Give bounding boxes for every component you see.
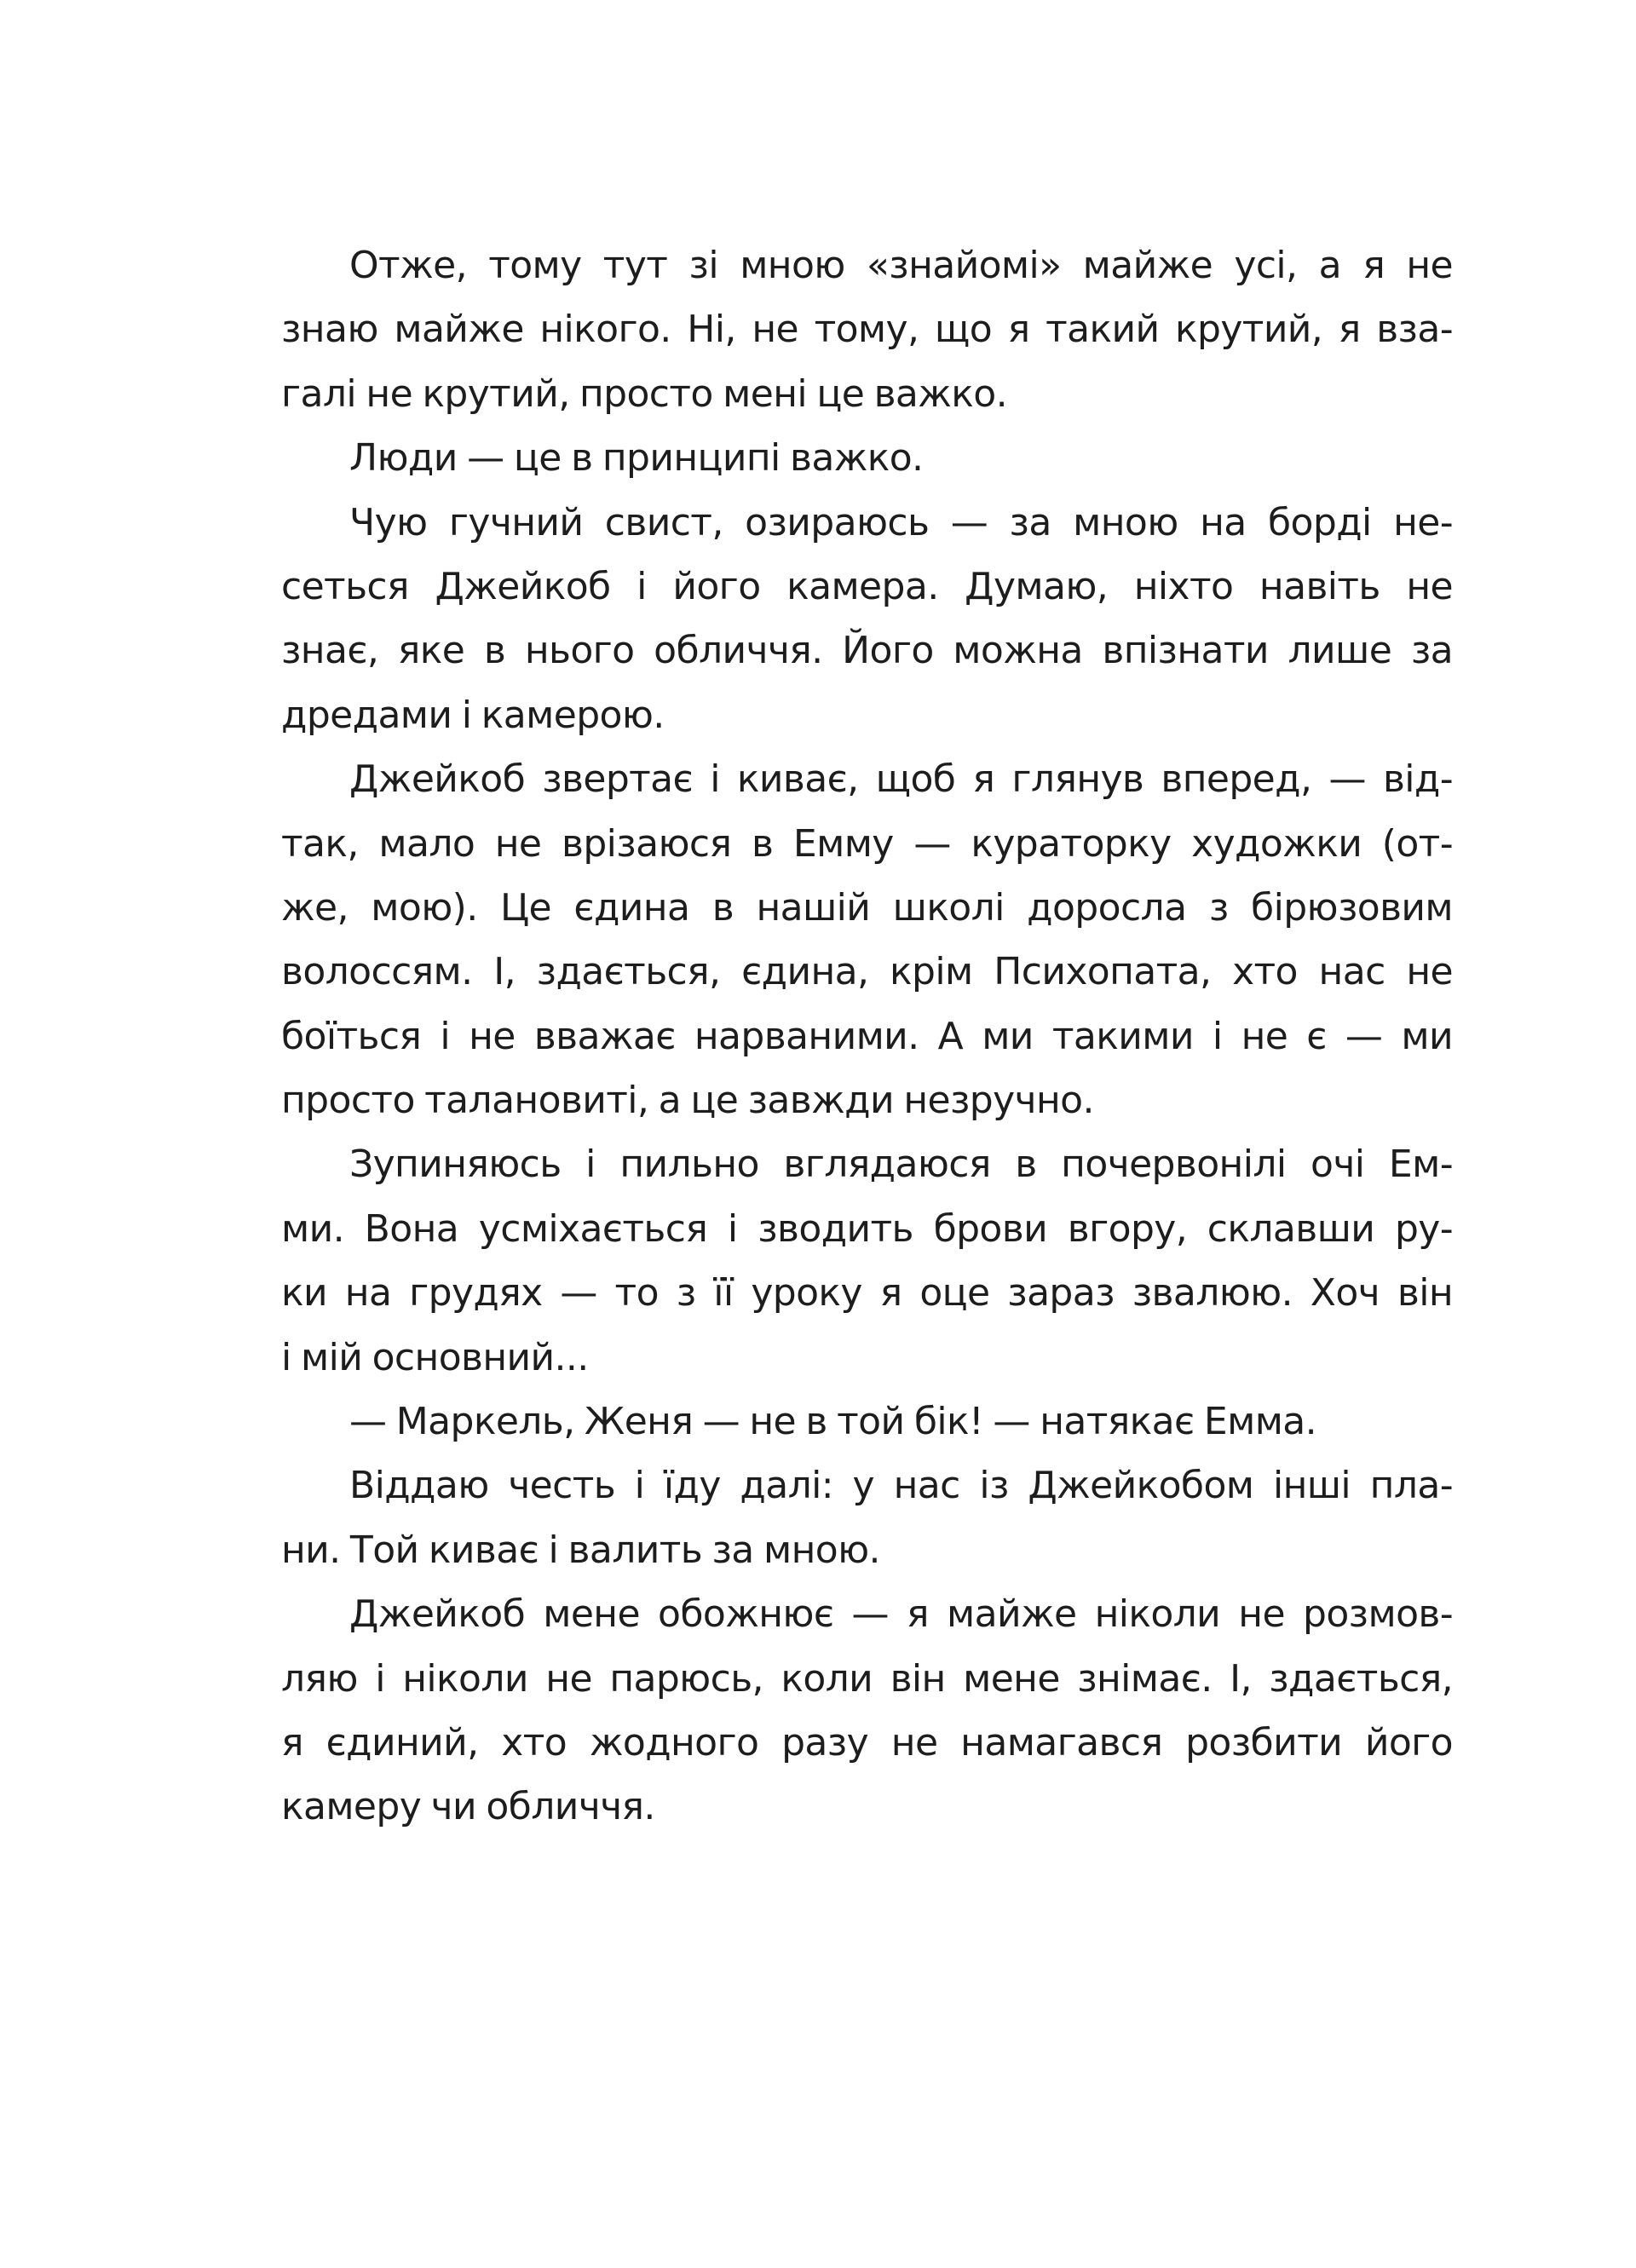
text-line: — Маркель, Женя — не в той бік! — натякає Емма. xyxy=(349,1400,1317,1444)
text-line: Отже, тому тут зі мною «знайомі» майже усі, а я не xyxy=(349,244,1453,287)
text-line: Люди — це в принципі важко. xyxy=(349,436,924,481)
text-line: і мій основний... xyxy=(281,1335,589,1379)
text-line: же, мою). Це єдина в нашій школі доросла з бірюзовим xyxy=(281,885,1453,930)
text-line: Віддаю честь і їду далі: у нас із Джейкобом інші пла- xyxy=(349,1464,1453,1508)
paragraph xyxy=(281,1390,1453,1453)
text-line: ни. Той киває і валить за мною. xyxy=(281,1528,880,1572)
paragraph xyxy=(281,426,1453,490)
book-page-text xyxy=(281,233,1453,1839)
text-line: волоссям. І, здається, єдина, крім Психопата, хто нас не xyxy=(281,950,1453,994)
text-line: просто талановиті, а це завжди незручно. xyxy=(281,1079,1094,1123)
text-line: так, мало не врізаюся в Емму — кураторку художки (от- xyxy=(281,821,1453,866)
paragraph xyxy=(281,747,1453,1132)
text-line: камеру чи обличчя. xyxy=(281,1785,655,1829)
text-line: Джейкоб мене обожнює — я майже ніколи не розмов- xyxy=(349,1592,1453,1637)
text-line: сеться Джейкоб і його камера. Думаю, ніхто навіть не xyxy=(281,564,1453,608)
text-line: галі не крутий, просто мені це важко. xyxy=(281,371,1007,416)
paragraph xyxy=(281,233,1453,426)
paragraph xyxy=(281,1453,1453,1582)
paragraph xyxy=(281,1132,1453,1390)
text-line: Зупиняюсь і пильно вглядаюся в почервонілі очі Ем- xyxy=(349,1143,1453,1187)
text-line: дредами і камерою. xyxy=(281,693,665,737)
text-line: я єдиний, хто жодного разу не намагався розбити його xyxy=(281,1720,1453,1764)
text-line: знаю майже нікого. Ні, не тому, що я такий крутий, я вза- xyxy=(281,308,1453,352)
text-line: ки на грудях — то з її уроку я оце зараз звалюю. Хоч він xyxy=(281,1271,1453,1315)
paragraph xyxy=(281,1582,1453,1839)
text-line: Джейкоб звертає і киває, щоб я глянув вперед, — від- xyxy=(349,757,1453,802)
text-line: боїться і не вважає нарваними. А ми такими і не є — ми xyxy=(281,1014,1453,1058)
paragraph xyxy=(281,491,1453,748)
text-line: ляю і ніколи не парюсь, коли він мене знімає. І, здається, xyxy=(281,1656,1453,1701)
text-line: Чую гучний свист, озираюсь — за мною на борді не- xyxy=(349,500,1453,544)
text-line: знає, яке в нього обличчя. Його можна впізнати лише за xyxy=(281,629,1453,673)
text-line: ми. Вона усміхається і зводить брови вгору, склавши ру- xyxy=(281,1206,1453,1251)
